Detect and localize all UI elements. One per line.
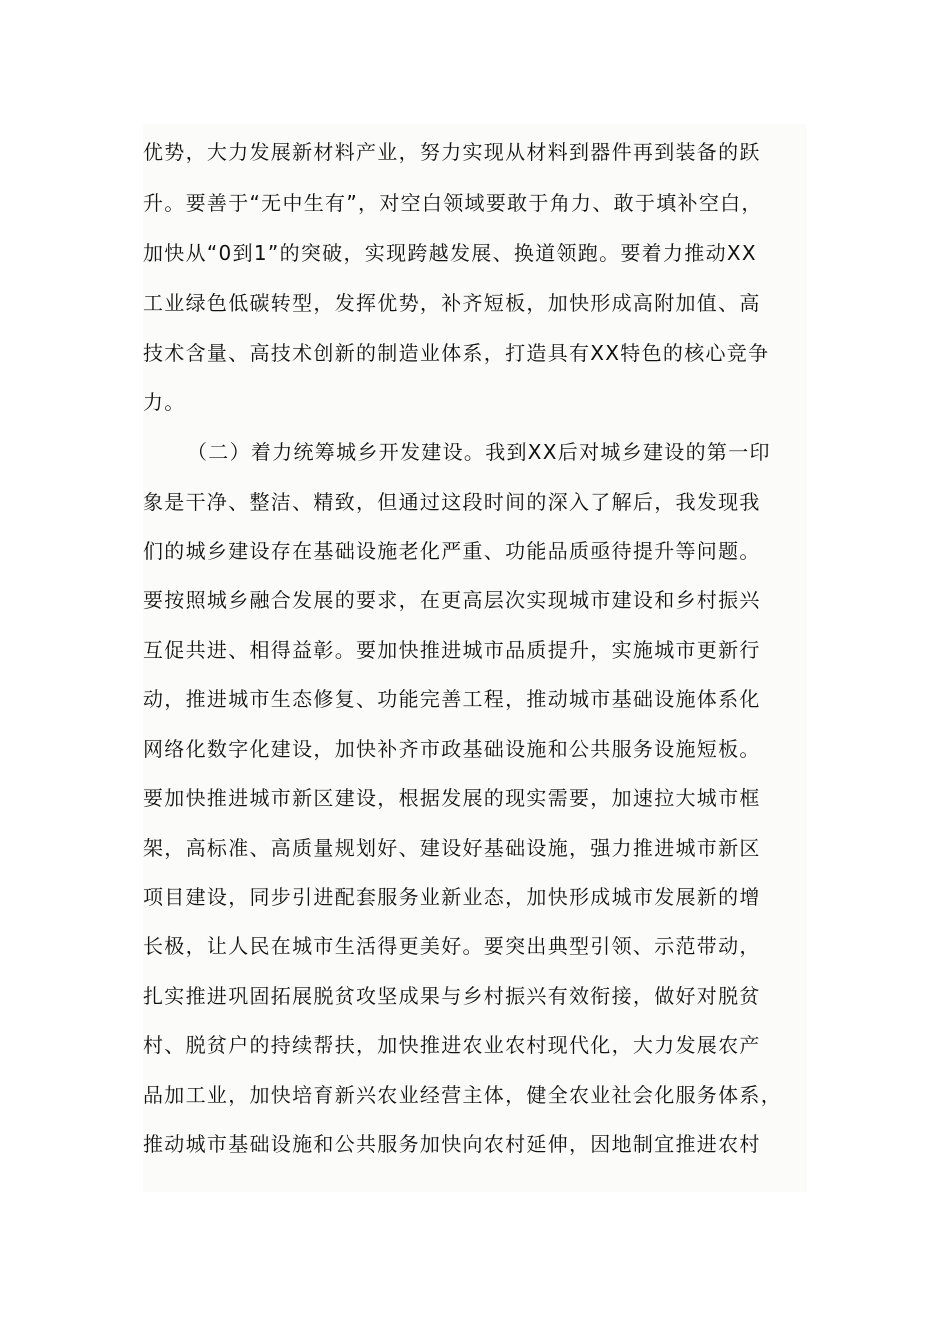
text-line: 长极，让人民在城市生活得更美好。要突出典型引领、示范带动，	[143, 934, 761, 958]
text-line: 们的城乡建设存在基础设施老化严重、功能品质亟待提升等问题。	[143, 539, 761, 563]
text-line: 动，推进城市生态修复、功能完善工程，推动城市基础设施体系化	[143, 687, 761, 711]
text-line: 技术含量、高技术创新的制造业体系，打造具有XX特色的核心竞争	[143, 341, 770, 365]
text-line: 要按照城乡融合发展的要求，在更高层次实现城市建设和乡村振兴	[143, 588, 761, 612]
text-line: 加快从“0到1”的突破，实现跨越发展、换道领跑。要着力推动XX	[143, 241, 757, 265]
text-line: 工业绿色低碳转型，发挥优势，补齐短板，加快形成高附加值、高	[143, 291, 761, 315]
paragraph-new-materials	[143, 124, 807, 426]
text-line: 优势，大力发展新材料产业，努力实现从材料到器件再到装备的跃	[143, 140, 761, 164]
text-line: 象是干净、整洁、精致，但通过这段时间的深入了解后，我发现我	[143, 490, 761, 514]
text-line: 要加快推进城市新区建设，根据发展的现实需要，加速拉大城市框	[143, 786, 761, 810]
text-line: 架，高标准、高质量规划好、建设好基础设施，强力推进城市新区	[143, 836, 761, 860]
text-line: 品加工业，加快培育新兴农业经营主体，健全农业社会化服务体系，	[143, 1083, 782, 1107]
text-line: 力。	[143, 390, 186, 414]
text-line: 项目建设，同步引进配套服务业新业态，加快形成城市发展新的增	[143, 885, 761, 909]
text-line: 村、脱贫户的持续帮扶，加快推进农业农村现代化，大力发展农产	[143, 1033, 761, 1057]
section-heading-line: （二）着力统筹城乡开发建设。我到XX后对城乡建设的第一印	[187, 440, 771, 464]
paragraph-urban-rural	[143, 426, 807, 1192]
text-line: 推动城市基础设施和公共服务加快向农村延伸，因地制宜推进农村	[143, 1132, 761, 1156]
text-line: 升。要善于“无中生有”，对空白领域要敢于角力、敢于填补空白，	[143, 191, 763, 215]
text-line: 网络化数字化建设，加快补齐市政基础设施和公共服务设施短板。	[143, 737, 761, 761]
text-line: 扎实推进巩固拓展脱贫攻坚成果与乡村振兴有效衔接，做好对脱贫	[143, 984, 761, 1008]
text-line: 互促共进、相得益彰。要加快推进城市品质提升，实施城市更新行	[143, 638, 761, 662]
